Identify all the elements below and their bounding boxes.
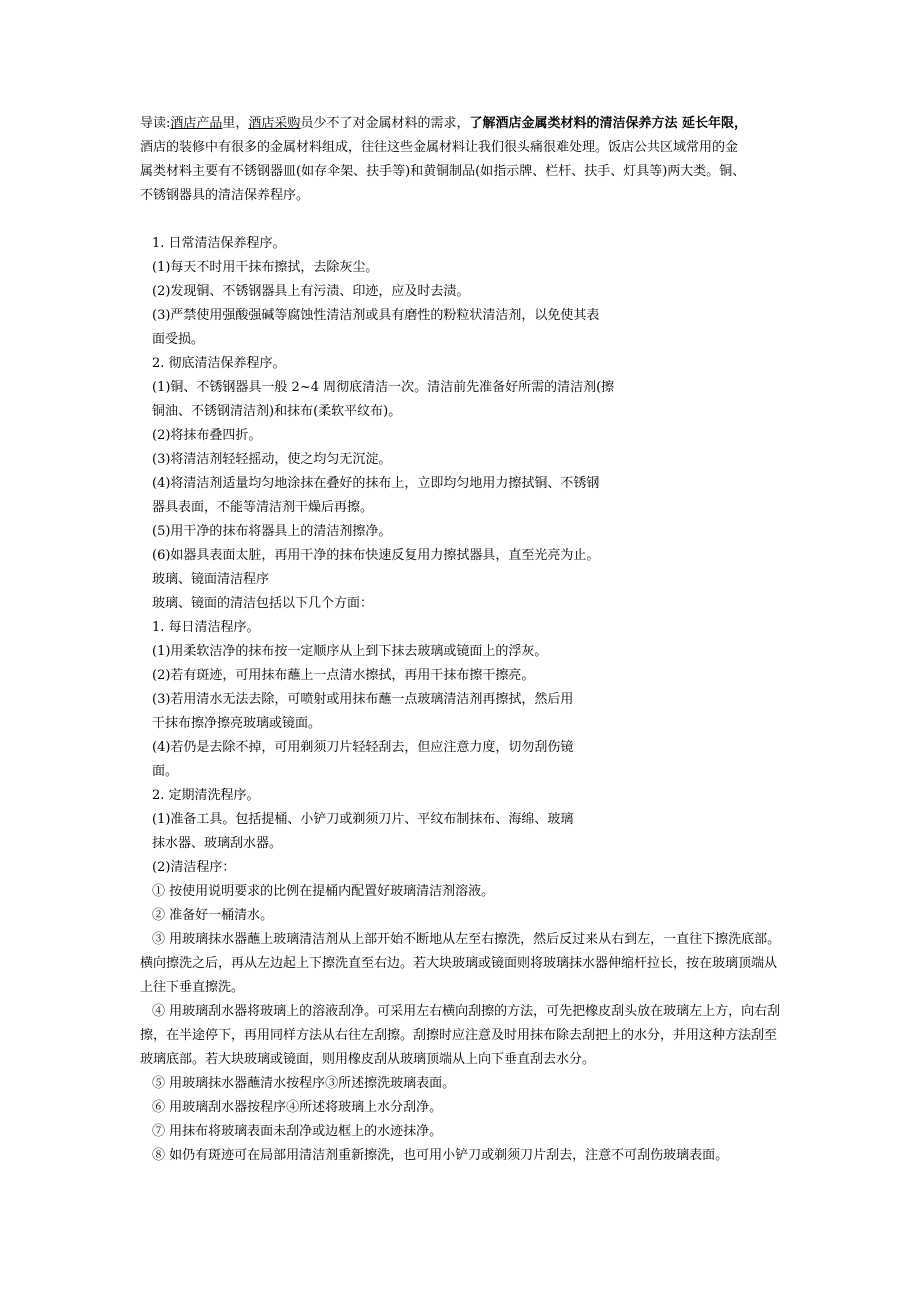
glass-intro: 玻璃、镜面的清洁包括以下几个方面： [152,596,374,611]
metal-daily-item-3: (3)严禁使用强酸强碱等腐蚀性清洁剂或具有磨性的粉粒状清洁剂，以免使其表 [152,308,600,323]
metal-deep-item-1-cont: 铜油、不锈钢清洁剂)和抹布(柔软平纹布)。 [152,404,402,419]
intro-text-1: 里， [222,116,249,131]
glass-daily-item-3-cont: 干抹布擦净擦亮玻璃或镜面。 [152,716,322,731]
glass-step-7: ⑦ 用抹布将玻璃表面未刮净或边框上的水迹抹净。 [152,1124,443,1139]
metal-deep-item-5: (5)用干净的抹布将器具上的清洁剂擦净。 [152,524,392,539]
glass-daily-item-4-cont: 面。 [152,764,179,779]
glass-step-5: ⑤ 用玻璃抹水器蘸清水按程序③所述擦洗玻璃表面。 [152,1076,456,1091]
metal-deep-item-6: (6)如器具表面太脏，再用干净的抹布快速反复用力擦拭器具，直至光亮为止。 [152,548,600,563]
metal-daily-title: 1. 日常清洁保养程序。 [152,236,286,251]
glass-step-2: ② 准备好一桶清水。 [152,908,274,923]
intro-line-1 [140,112,785,136]
metal-daily-item-3-cont: 面受损。 [152,332,205,347]
intro-line-3: 属类材料主要有不锈钢器皿(如存伞架、扶手等)和黄铜制品(如指示牌、栏杆、扶手、灯具等)两大类。铜、 [140,164,746,179]
metal-deep-title: 2. 彻底清洁保养程序。 [152,356,286,371]
glass-periodic-item-1-cont: 抹水器、玻璃刮水器。 [152,836,283,851]
metal-deep-item-4: (4)将清洁剂适量均匀地涂抹在叠好的抹布上，立即均匀地用力擦拭铜、不锈钢 [152,476,600,491]
metal-deep-item-3: (3)将清洁剂轻轻摇动，使之均匀无沉淀。 [152,452,392,467]
metal-daily-item-2: (2)发现铜、不锈钢器具上有污渍、印迹，应及时去渍。 [152,284,470,299]
intro-text-2: 员少不了对金属材料的需求， [300,116,470,131]
hotel-products-link[interactable]: 酒店产品 [170,116,223,131]
intro-bold-title: 了解酒店金属类材料的清洁保养方法 延长年限， [469,116,747,131]
glass-step-1: ① 按使用说明要求的比例在提桶内配置好玻璃清洁剂溶液。 [152,884,495,899]
hotel-purchasing-link[interactable]: 酒店采购 [248,116,301,131]
glass-periodic-item-2: (2)清洁程序： [152,860,236,875]
glass-step-4: ④ 用玻璃刮水器将玻璃上的溶液刮净。可采用左右横向刮擦的方法，可先把橡皮刮头放在玻璃左上方，向右刮擦，在半途停下，再用同样方法从右往左刮擦。刮擦时应注意及时用抹布除去刮把上的水分，并用这种方法刮至玻璃底部。若大块玻璃或镜面，则用橡皮刮从玻璃顶端从上向下垂直刮去水分。 [140,1004,781,1067]
intro-line-2: 酒店的装修中有很多的金属材料组成，往往这些金属材料让我们很头痛很难处理。饭店公共区域常用的金 [140,140,739,155]
glass-title: 玻璃、镜面清洁程序 [152,572,270,587]
article-body [140,112,785,1168]
glass-step-8: ⑧ 如仍有斑迹可在局部用清洁剂重新擦洗，也可用小铲刀或剃须刀片刮去，注意不可刮伤玻璃表面。 [152,1148,729,1163]
glass-daily-title: 1. 每日清洁程序。 [152,620,260,635]
intro-prefix: 导读: [140,116,171,131]
glass-daily-item-1: (1)用柔软洁净的抹布按一定顺序从上到下抹去玻璃或镜面上的浮灰。 [152,644,548,659]
intro-line-4: 不锈钢器具的清洁保养程序。 [140,188,310,203]
glass-periodic-item-1: (1)准备工具。包括提桶、小铲刀或剃须刀片、平纹布制抹布、海绵、玻璃 [152,812,574,827]
spacer [140,208,785,232]
metal-section [140,232,785,568]
intro-paragraph [140,112,785,208]
glass-section [140,568,785,1168]
glass-daily-item-4: (4)若仍是去除不掉，可用剃须刀片轻轻刮去，但应注意力度，切勿刮伤镜 [152,740,574,755]
metal-deep-item-1: (1)铜、不锈钢器具一般 2~4 周彻底清洁一次。清洁前先准备好所需的清洁剂(擦 [152,380,615,395]
glass-step-6: ⑥ 用玻璃刮水器按程序④所述将玻璃上水分刮净。 [152,1100,443,1115]
metal-deep-item-2: (2)将抹布叠四折。 [152,428,262,443]
glass-daily-item-3: (3)若用清水无法去除，可喷射或用抹布蘸一点玻璃清洁剂再擦拭，然后用 [152,692,574,707]
metal-daily-item-1: (1)每天不时用干抹布擦拭，去除灰尘。 [152,260,379,275]
glass-daily-item-2: (2)若有斑迹，可用抹布蘸上一点清水擦拭，再用干抹布擦干擦亮。 [152,668,535,683]
metal-deep-item-4-cont: 器具表面，不能等清洁剂干燥后再擦。 [152,500,374,515]
glass-step-3: ③ 用玻璃抹水器蘸上玻璃清洁剂从上部开始不断地从左至右擦洗，然后反过来从右到左，一直往下擦洗底部。横向擦洗之后，再从左边起上下擦洗直至右边。若大块玻璃或镜面则将玻璃抹水器伸缩杆拉长，按在玻璃顶端从上往下垂直擦洗。 [140,932,781,995]
glass-periodic-title: 2. 定期清洗程序。 [152,788,260,803]
